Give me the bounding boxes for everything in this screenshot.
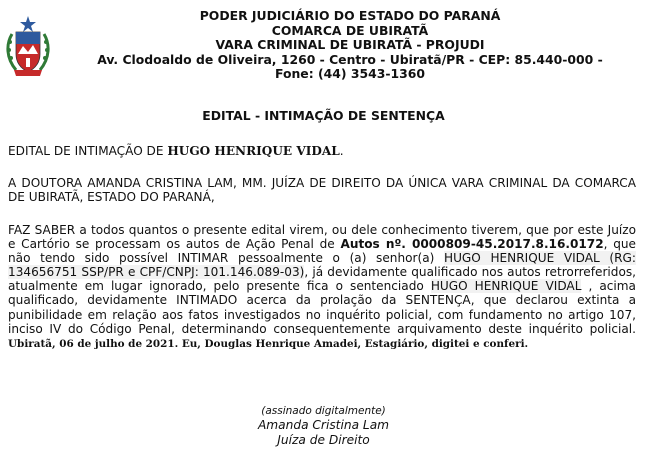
header-line-address: Av. Clodoaldo de Oliveira, 1260 - Centro - Ubiratã/PR - CEP: 85.440-000 - (97, 51, 603, 67)
court-header-text (60, 9, 640, 82)
p1-suffix: . (339, 144, 344, 158)
document-header (0, 6, 647, 92)
parana-coat-of-arms-icon (6, 14, 50, 78)
p3-text-3: , já devidamente qualificado nos autos retrorreferidos, atualmente em lugar ignorado, pelo presente fica o sentenciado (8, 265, 636, 294)
p3-text-2: , que não tendo sido possível INTIMAR pessoalmente o (a) senhor(a) (8, 237, 636, 266)
p3-text-1: FAZ SABER a todos quantos o presente edital virem, ou dele conhecimento tiverem, que por este Juízo e Cartório se processam os autos de Ação Penal de (8, 223, 636, 252)
header-line-phone: Fone: (44) 3543-1360 (275, 66, 425, 82)
sentence-word: SENTENÇA (405, 293, 471, 308)
digital-signature-note: (assinado digitalmente) (261, 405, 386, 417)
signature-block (0, 405, 647, 447)
p1-prefix: EDITAL DE INTIMAÇÃO DE (8, 144, 168, 158)
intimation-subject-paragraph (8, 144, 636, 158)
party-identification: HUGO HENRIQUE VIDAL (RG: 134656751 SSP/PR e CPF/CNPJ: 101.146.089-03) (8, 251, 636, 280)
case-number: Autos nº. 0000809-45.2017.8.16.0172 (340, 237, 604, 252)
header-line-vara: VARA CRIMINAL DE UBIRATÃ - PROJUDI (215, 37, 485, 53)
judge-role: Juíza de Direito (277, 432, 370, 447)
closing-statement: Ubiratã, 06 de julho de 2021. Eu, Douglas Henrique Amadei, Estagiário, digitei e conferi. (8, 337, 529, 350)
header-line-comarca: COMARCA DE UBIRATÃ (271, 22, 429, 38)
sentenced-name: HUGO HENRIQUE VIDAL (167, 144, 340, 158)
sentenced-name-inline: HUGO HENRIQUE VIDAL (430, 279, 582, 294)
judge-introduction-paragraph: A DOUTORA AMANDA CRISTINA LAM, MM. JUÍZA DE DIREITO DA ÚNICA VARA CRIMINAL DA COMARCA DE UBIRATÃ, ESTADO DO PARANÁ, (8, 176, 636, 205)
judge-name: Amanda Cristina Lam (257, 418, 390, 432)
p3-text-4: , acima qualificado, devidamente INTIMADO acerca da prolação da (8, 279, 636, 308)
edital-title: EDITAL - INTIMAÇÃO DE SENTENÇA (202, 108, 445, 123)
p3-text-5: , que declarou extinta a punibilidade em relação aos fatos investigados no inquérito policial, com fundamento no artigo 107, inciso IV do Código Penal, determinando consequentemente arquivamento deste inquérito policial. (8, 293, 636, 336)
header-line-court: PODER JUDICIÁRIO DO ESTADO DO PARANÁ (199, 8, 501, 23)
notice-body-paragraph (8, 223, 636, 351)
